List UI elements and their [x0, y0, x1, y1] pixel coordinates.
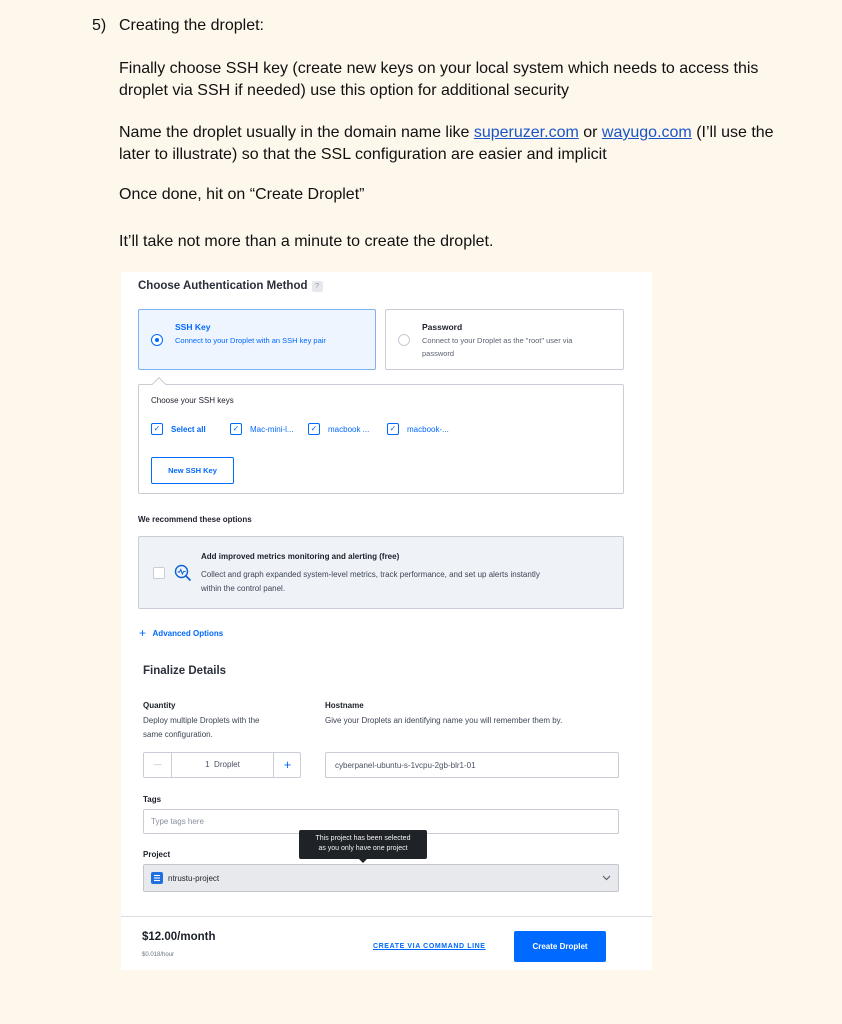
- tooltip-line1: This project has been selected: [315, 835, 411, 842]
- price-hourly: $0.018/hour: [142, 952, 175, 958]
- create-via-command-line-link[interactable]: CREATE VIA COMMAND LINE: [373, 943, 486, 950]
- new-ssh-key-button[interactable]: New SSH Key: [151, 457, 234, 484]
- advanced-options-label: Advanced Options: [152, 629, 224, 638]
- step-title: Creating the droplet:: [119, 17, 264, 34]
- ssh-option-desc: Connect to your Droplet with an SSH key pair: [175, 336, 326, 345]
- auth-option-ssh-key[interactable]: [138, 309, 376, 370]
- paragraph-ssh-key: Finally choose SSH key (create new keys on your local system which needs to access this droplet via SSH if needed) use this option for additional security: [119, 60, 759, 99]
- tooltip-line2: as you only have one project: [318, 845, 408, 852]
- checkmark-icon: ✓: [153, 424, 161, 433]
- password-radio[interactable]: [398, 334, 410, 346]
- chevron-down-icon: [602, 875, 611, 881]
- quantity-stepper: [143, 752, 301, 778]
- hostname-value: cyberpanel-ubuntu-s-1vcpu-2gb-blr1-01: [335, 761, 476, 770]
- paragraph-text: Name the droplet usually in the domain name like: [119, 124, 474, 141]
- metrics-option-card[interactable]: [138, 536, 624, 609]
- quantity-label: Quantity: [143, 701, 176, 710]
- ssh-key-checkbox[interactable]: [230, 423, 242, 435]
- select-all-checkbox[interactable]: [151, 423, 163, 435]
- link-wayugo[interactable]: wayugo.com: [601, 124, 692, 141]
- tags-placeholder: Type tags here: [151, 817, 204, 826]
- ssh-key-label[interactable]: macbook ...: [328, 425, 370, 434]
- project-label: Project: [143, 850, 171, 859]
- paragraph-text: (I’ll use the later to illustrate) so that the SSL configuration are easier and implicit: [119, 124, 774, 163]
- quantity-decrement-button[interactable]: —: [144, 753, 172, 777]
- step-heading: [92, 16, 264, 36]
- metrics-option-title: Add improved metrics monitoring and alerting (free): [201, 552, 400, 561]
- project-list-icon: [151, 872, 163, 884]
- create-droplet-button[interactable]: Create Droplet: [514, 931, 606, 962]
- finalize-title: Finalize Details: [143, 665, 227, 677]
- footer-divider: [121, 916, 652, 917]
- ssh-keys-title: Choose your SSH keys: [151, 396, 234, 405]
- quantity-desc-line1: Deploy multiple Droplets with the: [143, 716, 260, 725]
- hostname-label: Hostname: [325, 701, 364, 710]
- advanced-options-link[interactable]: [139, 625, 223, 639]
- metrics-checkbox[interactable]: [153, 567, 165, 579]
- paragraph-hostname: [119, 122, 799, 166]
- quantity-value[interactable]: 1 Droplet: [205, 760, 240, 769]
- ssh-radio[interactable]: [151, 334, 163, 346]
- auth-option-password[interactable]: [385, 309, 624, 370]
- select-all-label[interactable]: Select all: [171, 425, 206, 434]
- ssh-key-label[interactable]: macbook-...: [407, 425, 449, 434]
- ssh-option-title: SSH Key: [175, 322, 211, 332]
- hostname-desc: Give your Droplets an identifying name you will remember them by.: [325, 716, 563, 725]
- metrics-option-desc-line1: Collect and graph expanded system-level metrics, track performance, and set up alerts instantly: [201, 570, 540, 579]
- step-number: 5): [92, 17, 107, 34]
- password-option-desc-line1: Connect to your Droplet as the "root" user via: [422, 336, 573, 345]
- hostname-input[interactable]: [325, 752, 619, 778]
- price-monthly: $12.00/month: [142, 931, 216, 943]
- checkmark-icon: ✓: [389, 424, 397, 433]
- quantity-increment-button[interactable]: +: [273, 753, 301, 777]
- metrics-option-desc-line2: within the control panel.: [201, 584, 286, 593]
- plus-icon: +: [139, 626, 147, 640]
- tooltip-caret: [359, 859, 367, 863]
- ssh-key-label[interactable]: Mac-mini-l...: [250, 425, 294, 434]
- ssh-key-checkbox[interactable]: [308, 423, 320, 435]
- paragraph-text: or: [578, 124, 602, 141]
- password-option-desc-line2: password: [422, 349, 455, 358]
- help-icon[interactable]: ?: [312, 281, 323, 292]
- ssh-keys-panel: [138, 384, 624, 494]
- metrics-magnifier-icon: [174, 564, 192, 582]
- paragraph-create: Once done, hit on “Create Droplet”: [119, 186, 365, 203]
- checkmark-icon: ✓: [310, 424, 318, 433]
- project-tooltip: [299, 830, 427, 859]
- project-select[interactable]: [143, 864, 619, 892]
- checkmark-icon: ✓: [232, 424, 240, 433]
- project-value: ntrustu-project: [168, 874, 220, 883]
- link-superuzer[interactable]: superuzer.com: [473, 124, 579, 141]
- quantity-desc-line2: same configuration.: [143, 730, 213, 739]
- tags-label: Tags: [143, 795, 162, 804]
- auth-title-text: Choose Authentication Method: [138, 280, 308, 292]
- password-option-title: Password: [422, 322, 463, 332]
- recommend-title: We recommend these options: [138, 515, 252, 524]
- droplet-config-screenshot: [121, 272, 652, 970]
- ssh-key-checkbox[interactable]: [387, 423, 399, 435]
- auth-section-title: [138, 280, 323, 292]
- paragraph-duration: It’ll take not more than a minute to create the droplet.: [119, 233, 494, 250]
